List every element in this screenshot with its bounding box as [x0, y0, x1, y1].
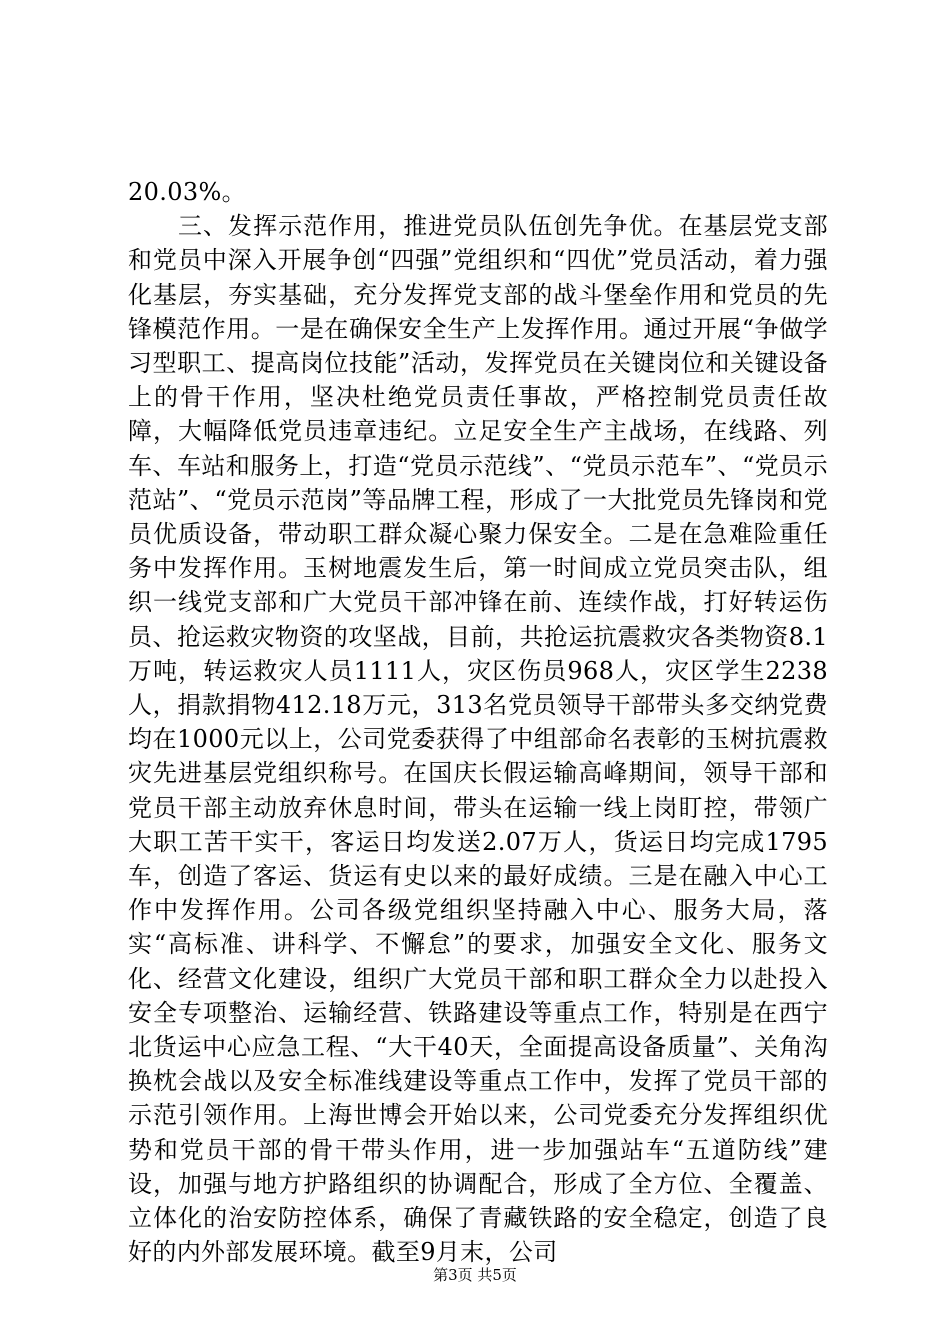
paragraph-section-three: 三、发挥示范作用，推进党员队伍创先争优。在基层党支部和党员中深入开展争创“四强”党组织和“四优”党员活动，着力强化基层，夯实基础，充分发挥党支部的战斗堡垒作用和党员的先锋模范作用。一是在确保安全生产上发挥作用。通过开展“争做学习型职工、提高岗位技能”活动，发挥党员在关键岗位和关键设备上的骨干作用，坚决杜绝党员责任事故，严格控制党员责任故障，大幅降低党员违章违纪。立足安全生产主战场，在线路、列车、车站和服务上，打造“党员示范线”、“党员示范车”、“党员示范站”、“党员示范岗”等品牌工程，形成了一大批党员先锋岗和党员优质设备，带动职工群众凝心聚力保安全。二是在急难险重任务中发挥作用。玉树地震发生后，第一时间成立党员突击队，组织一线党支部和广大党员干部冲锋在前、连续作战，打好转运伤员、抢运救灾物资的攻坚战，目前，共抢运抗震救灾各类物资8.1万吨，转运救灾人员1111人，灾区伤员968人，灾区学生2238人，捐款捐物412.18万元，313名党员领导干部带头多交纳党费均在1000元以上，公司党委获得了中组部命名表彰的玉树抗震救灾先进基层党组织称号。在国庆长假运输高峰期间，领导干部和党员干部主动放弃休息时间，带头在运输一线上岗盯控，带领广大职工苦干实干，客运日均发送2.07万人，货运日均完成1795车，创造了客运、货运有史以来的最好成绩。三是在融入中心工作中发挥作用。公司各级党组织坚持融入中心、服务大局，落实“高标准、讲科学、不懈怠”的要求，加强安全文化、服务文化、经营文化建设，组织广大党员干部和职工群众全力以赴投入安全专项整治、运输经营、铁路建设等重点工作，特别是在西宁北货运中心应急工程、“大干40天，全面提高设备质量”、关角沟换枕会战以及安全标准线建设等重点工作中，发挥了党员干部的示范引领作用。上海世博会开始以来，公司党委充分发挥组织优势和党员干部的骨干带头作用，进一步加强站车“五道防线”建设，加强与地方护路组织的协调配合，形成了全方位、全覆盖、立体化的治安防控体系，确保了青藏铁路的安全稳定，创造了良好的内外部发展环境。截至9月末，公司 — [128, 212, 828, 1267]
page-footer: 第3页 共5页 — [433, 1266, 517, 1284]
document-body — [128, 175, 828, 1270]
paragraph-continuation: 20.03%。 — [128, 178, 246, 206]
